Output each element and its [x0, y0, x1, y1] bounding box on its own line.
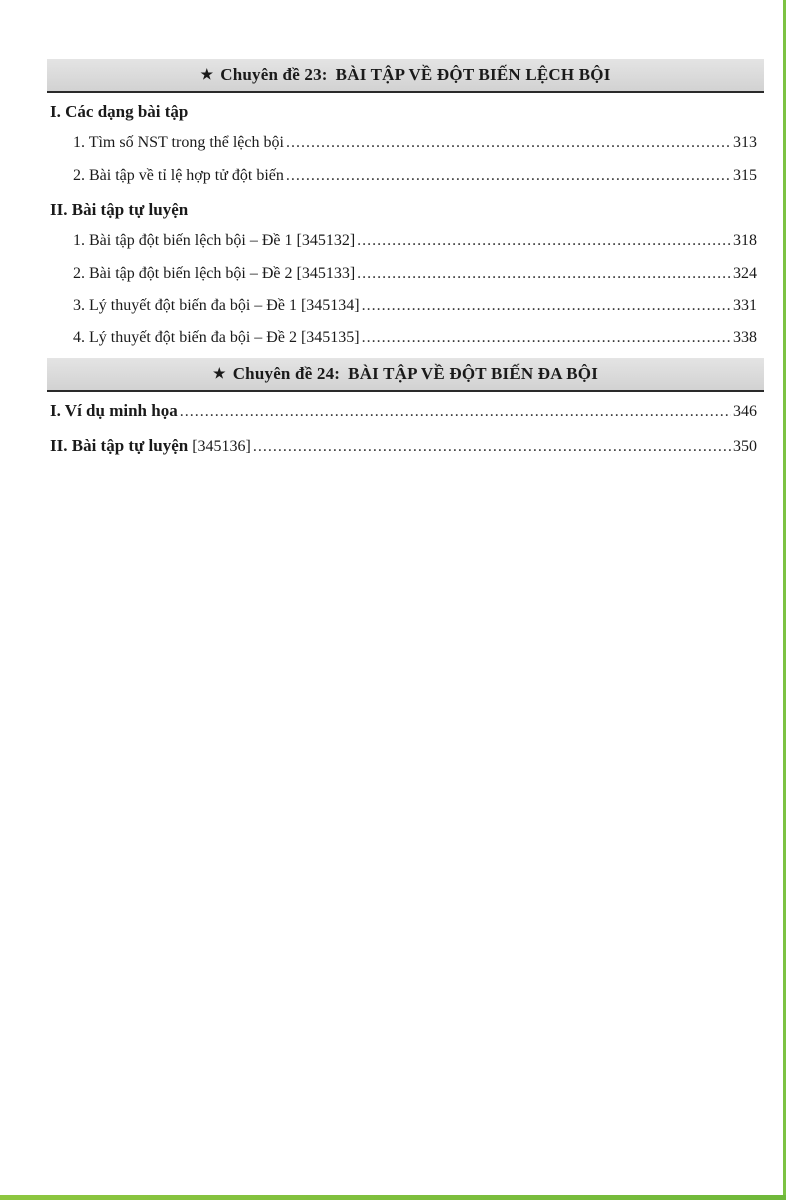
- chapter-header-23: [47, 59, 764, 93]
- toc-entry-code: [345136]: [188, 438, 251, 455]
- toc-entry[interactable]: [50, 401, 757, 421]
- chapter-topic: BÀI TẬP VỀ ĐỘT BIẾN LỆCH BỘI: [335, 65, 611, 84]
- chapter-code: Chuyên đề 23:: [220, 65, 328, 84]
- page-bottom-stripe: [0, 1195, 786, 1200]
- toc-entry-label: I. Ví dụ minh họa: [50, 401, 178, 420]
- toc-entry-label: II. Bài tập tự luyện: [50, 436, 189, 455]
- toc-entry-page: 346: [733, 403, 757, 420]
- toc-entry-page: 315: [733, 167, 757, 184]
- dot-leader: [180, 403, 731, 421]
- toc-entry-label: 3. Lý thuyết đột biến đa bội – Đề 1 [345134]: [73, 297, 360, 314]
- toc-entry[interactable]: [73, 232, 757, 250]
- section-title: I. Các dạng bài tập: [50, 102, 189, 121]
- toc-entry-page: 318: [733, 232, 757, 249]
- toc-entry[interactable]: [73, 134, 757, 152]
- dot-leader: [253, 438, 731, 456]
- dot-leader: [357, 232, 731, 250]
- toc-entry-label: 1. Bài tập đột biến lệch bội – Đề 1 [345132]: [73, 232, 356, 249]
- section-title: II. Bài tập tự luyện: [50, 200, 189, 219]
- chapter-topic: BÀI TẬP VỀ ĐỘT BIẾN ĐA BỘI: [348, 364, 599, 383]
- toc-entry-page: 350: [733, 438, 757, 455]
- toc-entry-label: 2. Bài tập về tỉ lệ hợp tử đột biến: [73, 167, 284, 184]
- toc-entry-page: 331: [733, 297, 757, 314]
- toc-entry[interactable]: [50, 436, 757, 456]
- toc-entry[interactable]: [73, 167, 757, 185]
- toc-entry[interactable]: [73, 297, 757, 315]
- star-icon: ★: [200, 67, 214, 83]
- toc-entry-page: 324: [733, 265, 757, 282]
- dot-leader: [362, 329, 731, 347]
- dot-leader: [286, 134, 731, 152]
- dot-leader: [362, 297, 731, 315]
- dot-leader: [286, 167, 731, 185]
- star-icon: ★: [212, 366, 226, 382]
- toc-entry-page: 338: [733, 329, 757, 346]
- toc-entry-label: 1. Tìm số NST trong thể lệch bội: [73, 134, 284, 151]
- toc-entry[interactable]: [73, 265, 757, 283]
- toc-entry-label: 2. Bài tập đột biến lệch bội – Đề 2 [345133]: [73, 265, 356, 282]
- toc-entry-page: 313: [733, 134, 757, 151]
- chapter-header-24: [47, 358, 764, 392]
- toc-entry[interactable]: [73, 329, 757, 347]
- dot-leader: [357, 265, 731, 283]
- chapter-code: Chuyên đề 24:: [232, 364, 341, 383]
- toc-entry-label: 4. Lý thuyết đột biến đa bội – Đề 2 [345135]: [73, 329, 360, 346]
